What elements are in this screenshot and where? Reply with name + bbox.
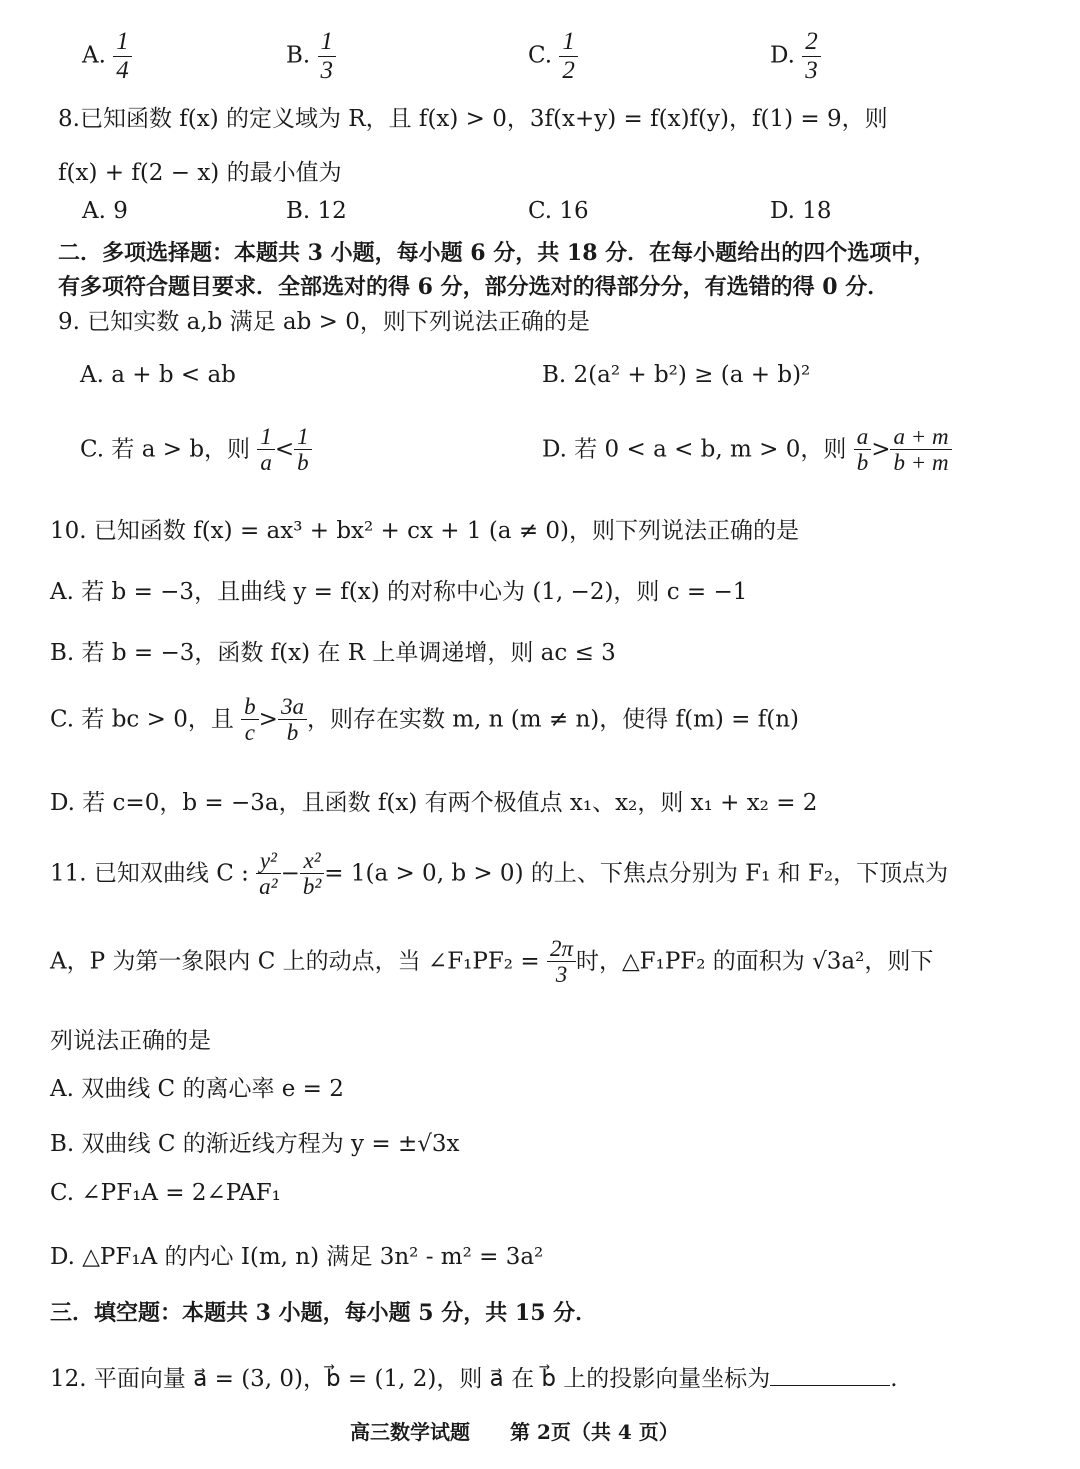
option-label: D. <box>770 198 795 224</box>
numerator: 3a <box>278 694 307 720</box>
numerator: a + m <box>890 424 951 450</box>
fraction <box>256 848 280 901</box>
numerator: 1 <box>257 424 275 450</box>
option-text: 9 <box>113 198 128 224</box>
numerator: b <box>241 694 259 720</box>
option-label: A. <box>82 42 106 69</box>
denominator: a <box>260 450 272 476</box>
denominator: c <box>244 720 256 746</box>
section2-heading-line2: 有多项符合题目要求．全部选对的得 6 分，部分选对的得部分分，有选错的得 0 分． <box>58 274 890 300</box>
option-label: B. <box>286 42 311 69</box>
operator: < <box>274 436 295 463</box>
q9-stem: 9. 已知实数 a,b 满足 ab > 0，则下列说法正确的是 <box>58 309 590 335</box>
q7-option-b <box>286 28 336 85</box>
numerator: 2π <box>547 936 576 962</box>
fraction <box>278 694 307 747</box>
q7-option-a <box>82 28 132 85</box>
stem-text: = 1(a > 0, b > 0) 的上、下焦点分别为 F₁ 和 F₂，下顶点为 <box>324 860 949 887</box>
stem-text: A，P 为第一象限内 C 上的动点，当 ∠F₁PF₂ = <box>50 948 540 975</box>
denominator: b² <box>302 874 322 900</box>
fraction <box>802 28 821 85</box>
answer-blank[interactable] <box>770 1365 890 1386</box>
fraction <box>300 848 324 901</box>
numerator: 2 <box>802 28 821 57</box>
option-label: D. <box>770 42 795 69</box>
q11-option-b: B. 双曲线 C 的渐近线方程为 y = ±√3x <box>50 1131 460 1157</box>
q11-stem-line1 <box>50 848 948 901</box>
section2-heading-line1: 二．多项选择题：本题共 3 小题，每小题 6 分，共 18 分．在每小题给出的四个选项中， <box>58 240 936 266</box>
option-text: 18 <box>802 198 832 224</box>
q10-option-c <box>50 694 799 747</box>
section3-heading: 三．填空题：本题共 3 小题，每小题 5 分，共 15 分． <box>50 1300 598 1326</box>
q11-option-d: D. △PF₁A 的内心 I(m, n) 满足 3n² - m² = 3a² <box>50 1244 544 1270</box>
operator: > <box>258 706 278 733</box>
fraction <box>294 424 312 477</box>
q11-option-c: C. ∠PF₁A = 2∠PAF₁ <box>50 1180 281 1206</box>
numerator: y² <box>256 848 280 874</box>
option-text: C. 若 bc > 0，且 <box>50 706 234 733</box>
operator: − <box>280 860 300 887</box>
q11-stem-line2 <box>50 936 933 989</box>
q10-option-b: B. 若 b = −3，函数 f(x) 在 R 上单调递增，则 ac ≤ 3 <box>50 640 616 666</box>
q9-option-a: A. a + b < ab <box>80 362 236 388</box>
fraction <box>854 424 872 477</box>
denominator: 3 <box>320 56 334 84</box>
numerator: x² <box>300 848 324 874</box>
fraction <box>241 694 259 747</box>
q9-option-b: B. 2(a² + b²) ≥ (a + b)² <box>542 362 811 388</box>
denominator: 3 <box>555 962 568 988</box>
q10-option-d: D. 若 c=0，b = −3a，且函数 f(x) 有两个极值点 x₁、x₂，则 x₁ + x₂ = 2 <box>50 790 818 816</box>
option-label: A. <box>82 198 106 224</box>
page-footer: 高三数学试题 第 2页（共 4 页） <box>350 1420 679 1444</box>
denominator: b <box>297 450 309 476</box>
option-label: C. <box>528 42 553 69</box>
numerator: 1 <box>294 424 312 450</box>
option-text: ，则存在实数 m, n (m ≠ n)，使得 f(m) = f(n) <box>306 706 800 733</box>
q9-option-d <box>542 424 952 477</box>
q8-stem-line1: 8.已知函数 f(x) 的定义域为 R，且 f(x) > 0，3f(x+y) = f(x)f(y)，f(1) = 9，则 <box>58 106 888 132</box>
q8-option-c <box>528 198 589 224</box>
denominator: 3 <box>805 56 818 84</box>
stem-text: 12. 平面向量 a⃗ = (3, 0)，b⃗ = (1, 2)，则 a⃗ 在 b⃗ 上的投影向量坐标为 <box>50 1366 771 1392</box>
q8-option-d <box>770 198 832 224</box>
option-text: 16 <box>559 198 589 224</box>
fraction <box>113 28 132 85</box>
q11-stem-line3: 列说法正确的是 <box>50 1028 211 1054</box>
numerator: 1 <box>559 28 578 57</box>
option-label: B. <box>286 198 311 224</box>
fraction <box>547 936 576 989</box>
option-text: D. 若 0 < a < b, m > 0，则 <box>542 436 847 463</box>
stem-text: 11. 已知双曲线 C : <box>50 860 249 887</box>
q7-option-d <box>770 28 821 85</box>
fraction <box>257 424 275 477</box>
q7-option-c <box>528 28 578 85</box>
denominator: 2 <box>562 56 575 84</box>
fraction <box>318 28 337 85</box>
option-label: C. <box>528 198 553 224</box>
denominator: b + m <box>893 450 949 476</box>
numerator: 1 <box>113 28 132 57</box>
denominator: b <box>286 720 299 746</box>
q8-option-a <box>82 198 128 224</box>
q11-option-a: A. 双曲线 C 的离心率 e = 2 <box>50 1076 344 1102</box>
fraction <box>559 28 578 85</box>
numerator: 1 <box>318 28 337 57</box>
q8-stem-line2: f(x) + f(2 − x) 的最小值为 <box>58 160 342 186</box>
denominator: 4 <box>116 56 129 84</box>
operator: > <box>871 436 891 463</box>
denominator: a² <box>259 874 278 900</box>
fraction <box>890 424 951 477</box>
q10-option-a: A. 若 b = −3，且曲线 y = f(x) 的对称中心为 (1, −2)，则 c = −1 <box>50 579 748 605</box>
q8-option-b <box>286 198 347 224</box>
denominator: b <box>856 450 869 476</box>
period: . <box>890 1366 898 1392</box>
option-text: 12 <box>317 198 347 224</box>
numerator: a <box>854 424 872 450</box>
q12-stem <box>50 1360 898 1393</box>
stem-text: 时，△F₁PF₂ 的面积为 √3a²，则下 <box>575 948 934 975</box>
q10-stem: 10. 已知函数 f(x) = ax³ + bx² + cx + 1 (a ≠ 0)，则下列说法正确的是 <box>50 518 800 544</box>
q9-option-c <box>80 424 312 477</box>
option-text: C. 若 a > b，则 <box>80 436 251 463</box>
